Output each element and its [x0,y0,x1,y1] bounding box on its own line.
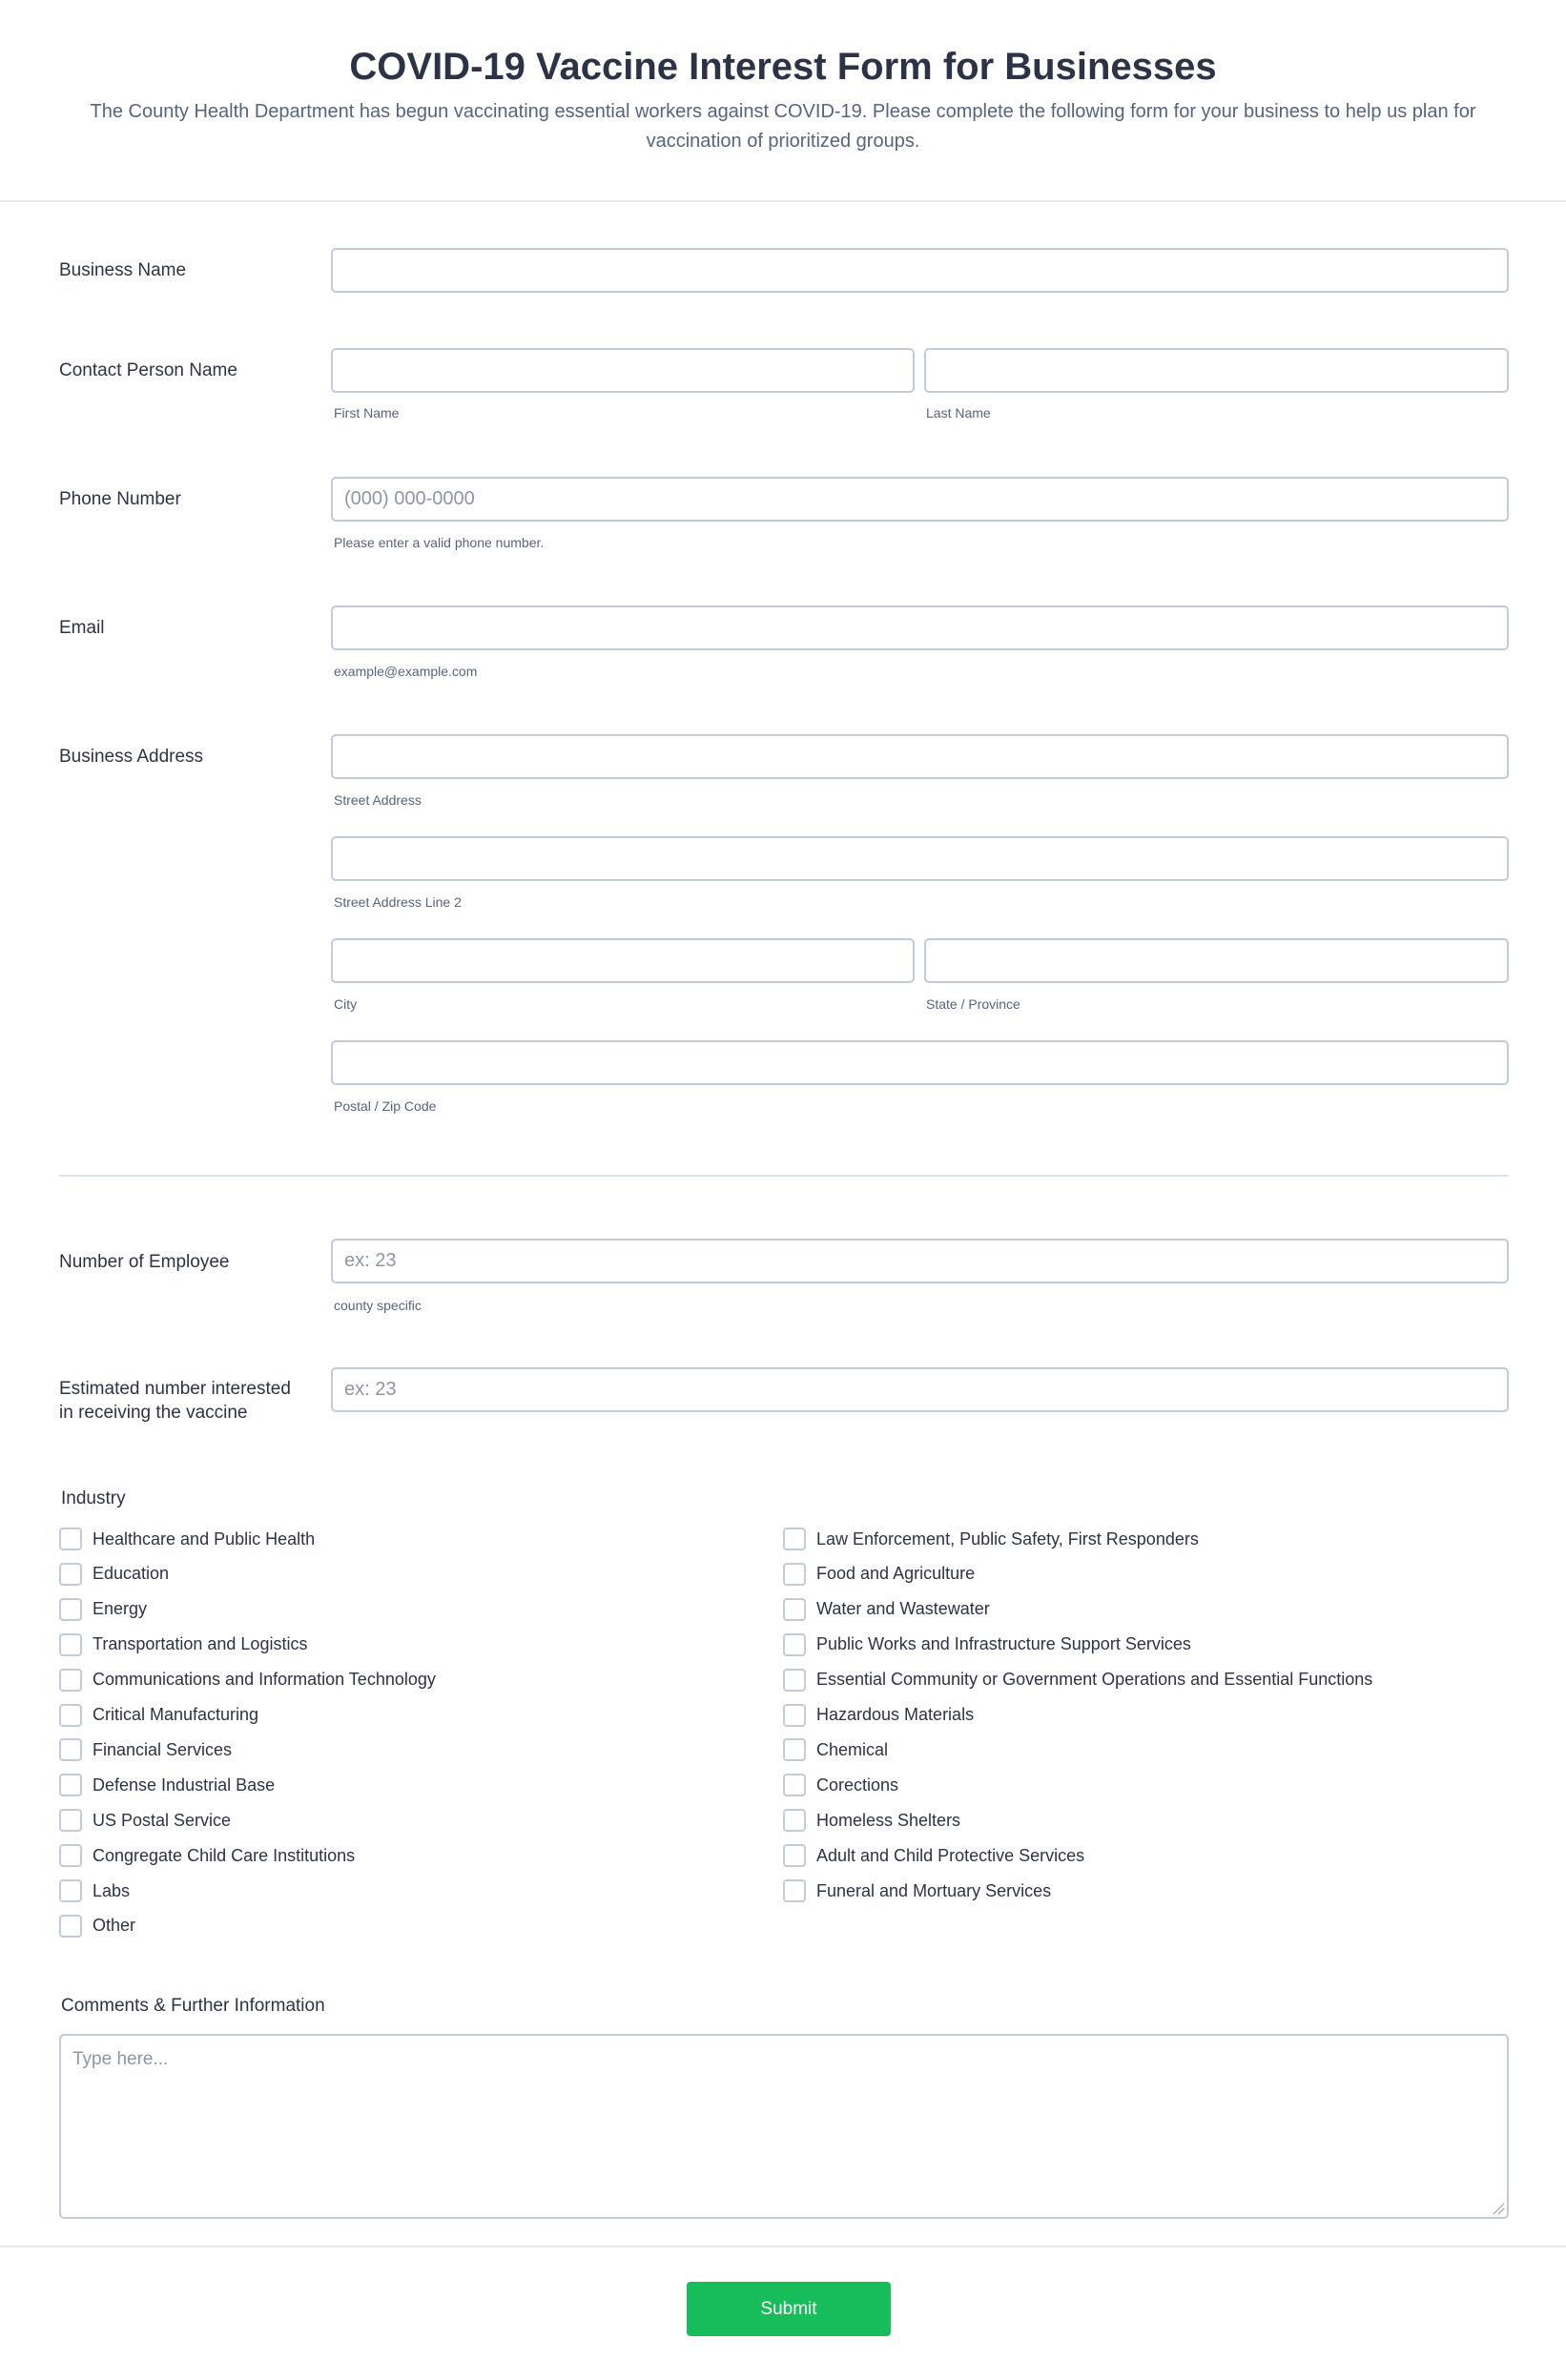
first-name-input[interactable] [331,348,915,393]
industry-option[interactable] [783,1632,1191,1657]
phone-number-label: Phone Number [59,489,181,509]
industry-option-label: Chemical [816,1739,889,1759]
street-address-line2-sublabel: Street Address Line 2 [334,894,462,910]
footer-divider [0,2246,1566,2247]
industry-option[interactable] [59,1527,315,1551]
industry-option-label: Transportation and Logistics [93,1634,308,1654]
checkbox[interactable] [783,1809,806,1832]
last-name-sublabel: Last Name [926,405,991,421]
checkbox[interactable] [59,1528,82,1550]
number-of-employee-hint: county specific [334,1298,422,1313]
industry-option-label: Energy [93,1599,148,1619]
city-sublabel: City [334,996,358,1012]
industry-option[interactable] [783,1527,1199,1551]
comments-title: Comments & Further Information [61,1996,325,2016]
industry-option-label: Education [93,1564,170,1584]
estimated-interested-label-line1: Estimated number interested [59,1379,291,1399]
industry-option-label: Financial Services [93,1739,233,1759]
estimated-interested-label-line2: in receiving the vaccine [59,1403,248,1423]
state-province-sublabel: State / Province [926,996,1020,1012]
industry-option-label: Critical Manufacturing [93,1705,259,1724]
checkbox[interactable] [783,1844,806,1867]
street-address-line2-input[interactable] [331,836,1509,881]
phone-number-hint: Please enter a valid phone number. [334,535,545,550]
checkbox[interactable] [59,1809,82,1832]
checkbox[interactable] [783,1669,806,1692]
checkbox[interactable] [59,1738,82,1761]
form-title: COVID-19 Vaccine Interest Form for Businesses [349,46,1217,88]
industry-title: Industry [61,1488,126,1508]
business-name-input[interactable] [331,248,1509,293]
resize-grip-icon[interactable] [1492,2202,1505,2215]
street-address-input[interactable] [331,734,1509,779]
business-name-label: Business Name [59,260,187,280]
postal-zip-sublabel: Postal / Zip Code [334,1098,437,1114]
industry-option[interactable] [59,1878,130,1903]
checkbox[interactable] [59,1633,82,1656]
industry-option[interactable] [59,1773,275,1797]
section-divider [59,1175,1509,1177]
industry-option-label: Essential Community or Government Operations and Essential Functions [816,1670,1373,1690]
email-input[interactable] [331,605,1509,650]
industry-option-label: Hazardous Materials [816,1705,975,1724]
industry-option-label: Homeless Shelters [816,1810,961,1830]
industry-option[interactable] [783,1737,888,1762]
checkbox[interactable] [59,1598,82,1621]
last-name-input[interactable] [924,348,1509,393]
industry-option[interactable] [783,1597,990,1622]
checkbox[interactable] [783,1704,806,1727]
industry-option[interactable] [59,1632,307,1657]
industry-option-label: Other [93,1916,136,1936]
industry-option[interactable] [783,1773,898,1797]
checkbox[interactable] [783,1633,806,1656]
industry-option-label: US Postal Service [93,1810,232,1830]
estimated-interested-label [59,1377,291,1425]
street-address-sublabel: Street Address [334,792,422,808]
number-of-employee-input[interactable] [331,1239,1509,1283]
industry-option[interactable] [783,1703,974,1728]
industry-option[interactable] [59,1843,355,1868]
email-label: Email [59,618,105,638]
state-province-input[interactable] [924,938,1509,983]
checkbox[interactable] [59,1704,82,1727]
checkbox[interactable] [783,1528,806,1550]
industry-option[interactable] [783,1668,1372,1693]
industry-option-label: Water and Wastewater [816,1599,990,1619]
industry-option-label: Communications and Information Technology [93,1670,436,1690]
industry-option-label: Labs [93,1880,131,1900]
phone-number-input[interactable] [331,477,1509,522]
first-name-sublabel: First Name [334,405,400,421]
industry-option[interactable] [59,1737,232,1762]
checkbox[interactable] [59,1563,82,1586]
number-of-employee-label: Number of Employee [59,1252,230,1272]
industry-option-label: Healthcare and Public Health [93,1529,316,1549]
estimated-interested-input[interactable] [331,1367,1509,1412]
postal-zip-input[interactable] [331,1040,1509,1085]
checkbox[interactable] [59,1669,82,1692]
industry-option[interactable] [783,1562,975,1587]
checkbox[interactable] [59,1879,82,1902]
checkbox[interactable] [59,1774,82,1796]
checkbox[interactable] [783,1598,806,1621]
business-address-label: Business Address [59,747,204,767]
industry-option-label: Law Enforcement, Public Safety, First Responders [816,1529,1199,1549]
form-header [0,0,1566,202]
industry-option[interactable] [59,1597,147,1622]
form-description: The County Health Department has begun vaccinating essential workers against COVID-19. Please complete the following form for your business to help us plan for vaccination of prioritized groups. [90,101,1476,152]
industry-option-label: Public Works and Infrastructure Support Services [816,1634,1191,1654]
industry-option[interactable] [59,1562,169,1587]
industry-option-label: Congregate Child Care Institutions [93,1845,356,1865]
industry-option[interactable] [783,1878,1051,1903]
industry-option-label: Corections [816,1775,899,1795]
contact-person-label: Contact Person Name [59,360,237,380]
checkbox[interactable] [783,1738,806,1761]
industry-option[interactable] [59,1808,231,1833]
industry-option-label: Adult and Child Protective Services [816,1845,1085,1865]
checkbox[interactable] [59,1915,82,1938]
checkbox[interactable] [783,1879,806,1902]
email-hint: example@example.com [334,664,478,679]
checkbox[interactable] [783,1563,806,1586]
city-input[interactable] [331,938,915,983]
industry-option[interactable] [783,1808,960,1833]
checkbox[interactable] [783,1774,806,1796]
submit-button[interactable]: Submit [687,2282,891,2336]
industry-option-label: Defense Industrial Base [93,1775,276,1795]
industry-option-label: Food and Agriculture [816,1564,976,1584]
industry-option-label: Funeral and Mortuary Services [816,1880,1052,1900]
industry-option[interactable] [59,1914,135,1939]
comments-textarea[interactable] [59,2034,1509,2219]
industry-option[interactable] [59,1703,258,1728]
industry-option[interactable] [783,1843,1084,1868]
industry-option[interactable] [59,1668,436,1693]
checkbox[interactable] [59,1844,82,1867]
